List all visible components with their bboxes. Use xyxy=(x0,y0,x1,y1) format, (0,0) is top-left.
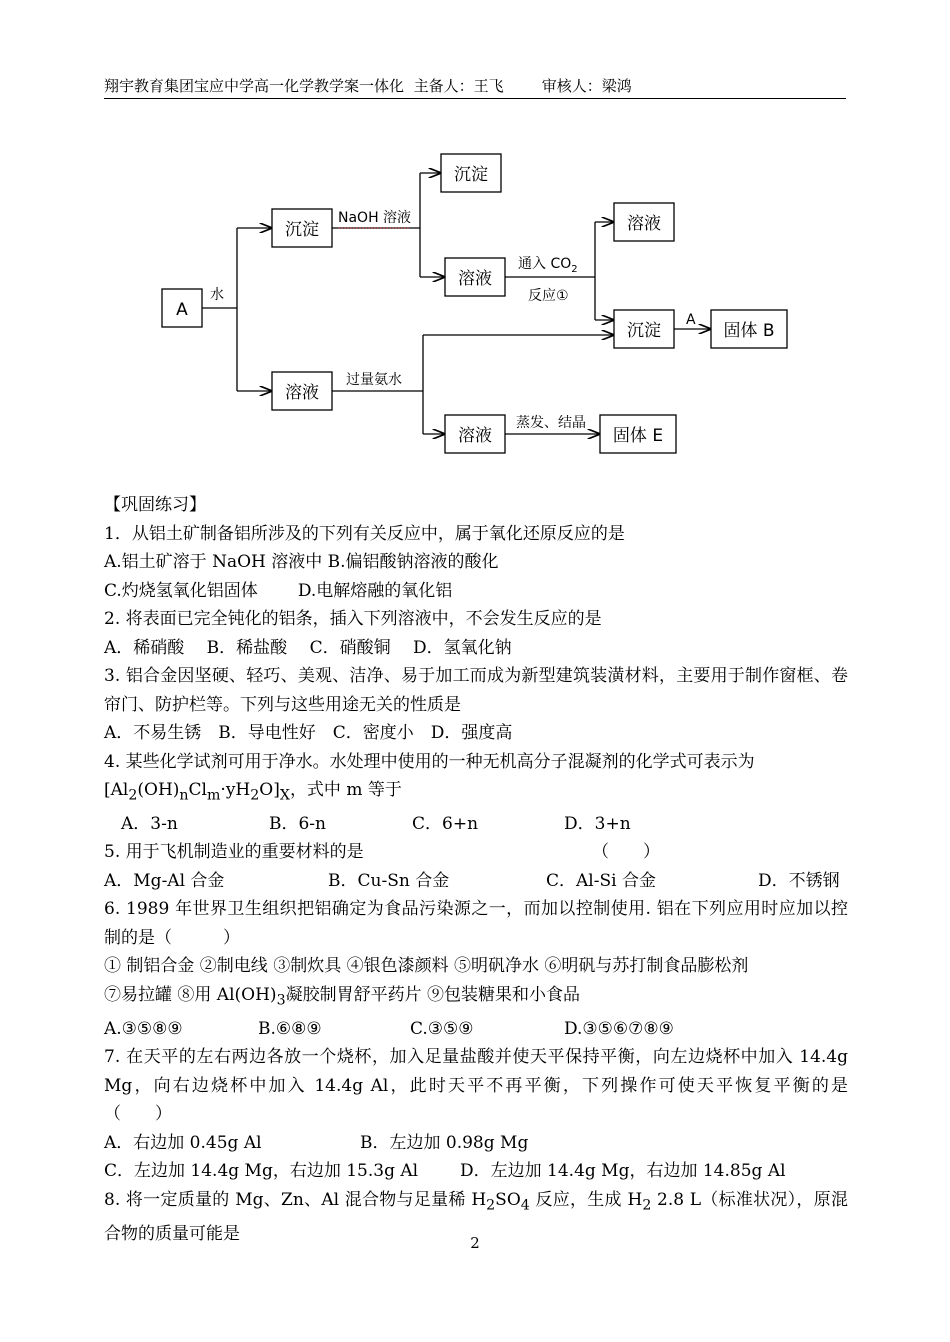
q5-stem: 5. 用于飞机制造业的重要材料的是 xyxy=(104,842,364,863)
q4-option-c: C．6+n xyxy=(412,813,479,834)
q5-option-b: B．Cu-Sn 合金 xyxy=(328,870,450,891)
q5-stem-line xyxy=(104,838,848,867)
q4-formula-line: $[Al_2(OH)_nCl_m\cdot yH_2O]_X$，式中 m 等于 xyxy=(104,780,402,804)
label-a-arrow: A xyxy=(686,312,696,328)
q5-option-c: C．Al-Si 合金 xyxy=(546,870,656,891)
box-solution-2-label: 溶液 xyxy=(627,214,661,234)
q4-option-b: B．6-n xyxy=(269,813,327,834)
q4-option-a: A．3-n xyxy=(121,813,178,834)
q4-option-d: D．3+n xyxy=(564,813,631,834)
label-reaction: 反应① xyxy=(528,288,569,304)
q2-stem: 2. 将表面已完全钝化的铝条，插入下列溶液中，不会发生反应的是 xyxy=(104,609,602,629)
q1-option-c: C.灼烧氢氧化铝固体 xyxy=(104,580,258,601)
q7-stem: 7. 在天平的左右两边各放一个烧杯，加入足量盐酸并使天平保持平衡，向左边烧杯中加入 14.4g Mg，向右边烧杯中加入 14.4g Al，此时天平不再平衡，下列操作可使天平恢复平衡的是 （ ） xyxy=(104,1047,899,1125)
box-solution-3-label: 溶液 xyxy=(285,383,319,403)
label-naoh: NaOH 溶液 xyxy=(338,210,412,226)
box-solid-e-label: 固体 E xyxy=(612,426,664,446)
q8-stem: 8. 将一定质量的 Mg、Zn、Al 混合物与足量稀 $H_2SO_4$ 反应，生成 $H_2$ 2.8 L（标准状况），原混合物的质量可能是 xyxy=(104,1189,848,1244)
box-solution-1-label: 溶液 xyxy=(458,269,492,289)
page-number: 2 xyxy=(470,1234,480,1252)
box-precip-1-label: 沉淀 xyxy=(285,220,319,240)
box-solution-4-label: 溶液 xyxy=(458,426,492,446)
q5-option-d: D．不锈钢 xyxy=(758,870,840,891)
q5-blank: （ ） xyxy=(592,842,660,863)
header-reviewer: 审核人：梁鸿 xyxy=(541,77,632,95)
box-precip-3-label: 沉淀 xyxy=(627,321,661,341)
box-a-label: A xyxy=(176,300,188,320)
box-solid-b-label: 固体 B xyxy=(723,321,775,341)
q1-stem: 1．从铝土矿制备铝所涉及的下列有关反应中，属于氧化还原反应的是 xyxy=(104,523,625,544)
q5-option-a: A．Mg-Al 合金 xyxy=(104,870,225,891)
header-author: 主备人：王飞 xyxy=(413,77,504,95)
section-title: 【巩固练习】 xyxy=(104,495,206,515)
header-school: 翔宇教育集团宝应中学高一化学教学案一体化 xyxy=(104,77,405,95)
q1-options-ab: A.铝土矿溶于 NaOH 溶液中 B.偏铝酸钠溶液的酸化 xyxy=(104,552,499,572)
box-precip-2-label: 沉淀 xyxy=(454,165,488,185)
q4-stem: 4. 某些化学试剂可用于净水。水处理中使用的一种无机高分子混凝剂的化学式可表示为 xyxy=(104,751,755,772)
q6-option-a: A.③⑤⑧⑨ xyxy=(104,1018,183,1039)
q3-stem: 3. 铝合金因坚硬、轻巧、美观、洁净、易于加工而成为新型建筑装潢材料，主要用于制作窗框、卷帘门、防护栏等。下列与这些用途无关的性质是 xyxy=(104,666,848,715)
label-co2: 通入 $CO_2$ xyxy=(518,256,578,275)
q6-items-1: ① 制铝合金 ②制电线 ③制炊具 ④银色漆颜料 ⑤明矾净水 ⑥明矾与苏打制食品膨松剂 xyxy=(104,956,749,977)
q6-option-d: D.③⑤⑥⑦⑧⑨ xyxy=(564,1018,674,1039)
q7-options-cd xyxy=(104,1157,848,1186)
q6-option-c: C.③⑤⑨ xyxy=(410,1018,474,1039)
exercise-content xyxy=(104,491,899,1248)
q4-options xyxy=(104,810,848,839)
q7-option-a: A．右边加 0.45g Al xyxy=(104,1132,262,1153)
q3-options: A．不易生锈 B．导电性好 C．密度小 D．强度高 xyxy=(104,723,513,743)
q2-options: A．稀硝酸 B．稀盐酸 C．硝酸铜 D．氢氧化钠 xyxy=(104,637,512,658)
q7-options-ab xyxy=(104,1129,848,1158)
label-water: 水 xyxy=(210,287,224,303)
label-ammonia: 过量氨水 xyxy=(346,372,402,388)
q7-option-c: C．左边加 14.4g Mg，右边加 15.3g Al xyxy=(104,1161,419,1182)
q1-option-d: D.电解熔融的氧化铝 xyxy=(297,580,453,601)
q6-option-b: B.⑥⑧⑨ xyxy=(258,1018,322,1039)
q6-items-2: ⑦易拉罐 ⑧用 $Al(OH)_3$凝胶制胃舒平药片 ⑨包装糖果和小食品 xyxy=(104,984,580,1009)
q5-options xyxy=(104,867,848,896)
q6-options xyxy=(104,1015,848,1044)
q7-option-d: D．左边加 14.4g Mg，右边加 14.85g Al xyxy=(460,1161,786,1182)
q1-options-cd xyxy=(104,577,848,606)
flow-diagram xyxy=(0,0,950,480)
label-evaporation: 蒸发、结晶 xyxy=(516,415,586,431)
q7-option-b: B．左边加 0.98g Mg xyxy=(360,1132,529,1153)
q6-stem: 6. 1989 年世界卫生组织把铝确定为食品污染源之一，而加以控制使用. 铝在下列应用时应加以控制的是（ ） xyxy=(104,899,848,948)
